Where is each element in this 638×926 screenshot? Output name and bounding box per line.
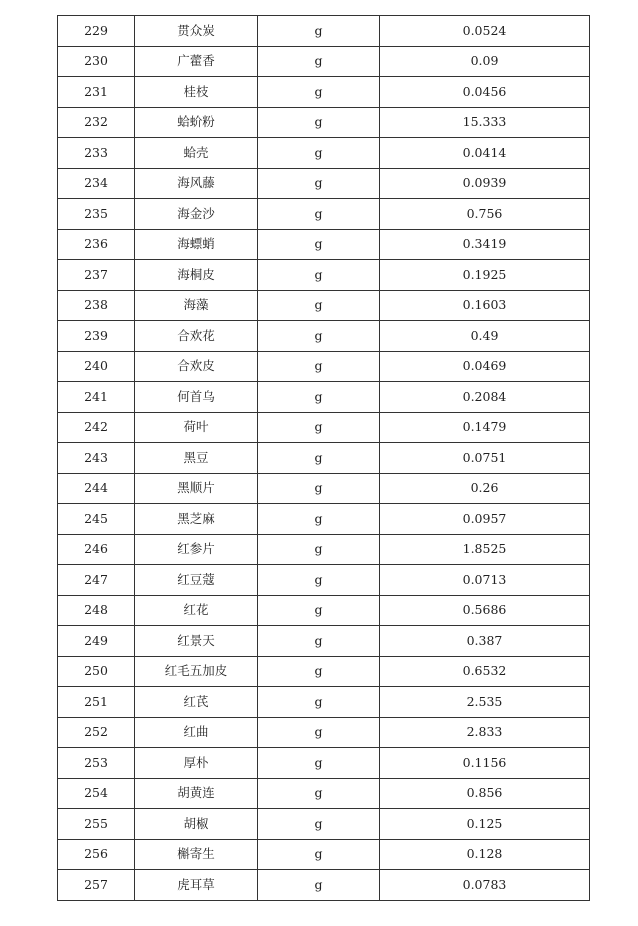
unit-cell: g	[258, 138, 380, 169]
herb-name-cell: 荷叶	[135, 412, 258, 443]
herb-name-cell: 红豆蔻	[135, 565, 258, 596]
value-cell: 0.1479	[380, 412, 590, 443]
row-number-cell: 235	[58, 199, 135, 230]
table-row	[58, 199, 590, 230]
row-number-cell: 254	[58, 778, 135, 809]
value-cell: 0.856	[380, 778, 590, 809]
document-page	[57, 15, 589, 901]
herb-name-cell: 蛤蚧粉	[135, 107, 258, 138]
row-number-cell: 233	[58, 138, 135, 169]
table-row	[58, 77, 590, 108]
herb-name-cell: 黑芝麻	[135, 504, 258, 535]
unit-cell: g	[258, 534, 380, 565]
table-row	[58, 321, 590, 352]
herb-name-cell: 红毛五加皮	[135, 656, 258, 687]
unit-cell: g	[258, 473, 380, 504]
table-row	[58, 412, 590, 443]
value-cell: 0.3419	[380, 229, 590, 260]
row-number-cell: 256	[58, 839, 135, 870]
row-number-cell: 243	[58, 443, 135, 474]
value-cell: 1.8525	[380, 534, 590, 565]
unit-cell: g	[258, 16, 380, 47]
table-row	[58, 382, 590, 413]
herb-name-cell: 海金沙	[135, 199, 258, 230]
unit-cell: g	[258, 778, 380, 809]
value-cell: 0.0783	[380, 870, 590, 901]
value-cell: 0.387	[380, 626, 590, 657]
herb-name-cell: 胡椒	[135, 809, 258, 840]
herb-name-cell: 红景天	[135, 626, 258, 657]
value-cell: 0.2084	[380, 382, 590, 413]
value-cell: 0.0469	[380, 351, 590, 382]
row-number-cell: 236	[58, 229, 135, 260]
row-number-cell: 229	[58, 16, 135, 47]
herb-name-cell: 广藿香	[135, 46, 258, 77]
unit-cell: g	[258, 656, 380, 687]
unit-cell: g	[258, 77, 380, 108]
herb-name-cell: 合欢皮	[135, 351, 258, 382]
herb-name-cell: 红参片	[135, 534, 258, 565]
row-number-cell: 232	[58, 107, 135, 138]
table-row	[58, 16, 590, 47]
unit-cell: g	[258, 321, 380, 352]
row-number-cell: 248	[58, 595, 135, 626]
table-row	[58, 229, 590, 260]
table-row	[58, 626, 590, 657]
herb-name-cell: 槲寄生	[135, 839, 258, 870]
unit-cell: g	[258, 595, 380, 626]
value-cell: 0.0524	[380, 16, 590, 47]
value-cell: 0.1603	[380, 290, 590, 321]
herb-name-cell: 贯众炭	[135, 16, 258, 47]
table-body	[58, 16, 590, 901]
herb-name-cell: 红芪	[135, 687, 258, 718]
row-number-cell: 252	[58, 717, 135, 748]
unit-cell: g	[258, 107, 380, 138]
table-row	[58, 351, 590, 382]
table-row	[58, 717, 590, 748]
row-number-cell: 250	[58, 656, 135, 687]
row-number-cell: 245	[58, 504, 135, 535]
value-cell: 0.1156	[380, 748, 590, 779]
table-row	[58, 870, 590, 901]
table-row	[58, 168, 590, 199]
unit-cell: g	[258, 565, 380, 596]
row-number-cell: 241	[58, 382, 135, 413]
value-cell: 0.0957	[380, 504, 590, 535]
unit-cell: g	[258, 351, 380, 382]
herb-name-cell: 黑顺片	[135, 473, 258, 504]
value-cell: 2.535	[380, 687, 590, 718]
table-row	[58, 839, 590, 870]
table-row	[58, 748, 590, 779]
unit-cell: g	[258, 260, 380, 291]
table-row	[58, 595, 590, 626]
herb-name-cell: 海桐皮	[135, 260, 258, 291]
row-number-cell: 231	[58, 77, 135, 108]
table-row	[58, 504, 590, 535]
table-row	[58, 778, 590, 809]
table-row	[58, 565, 590, 596]
unit-cell: g	[258, 687, 380, 718]
unit-cell: g	[258, 839, 380, 870]
herb-name-cell: 合欢花	[135, 321, 258, 352]
row-number-cell: 230	[58, 46, 135, 77]
table-row	[58, 107, 590, 138]
unit-cell: g	[258, 382, 380, 413]
unit-cell: g	[258, 717, 380, 748]
herb-price-table	[57, 15, 590, 901]
herb-name-cell: 黑豆	[135, 443, 258, 474]
row-number-cell: 239	[58, 321, 135, 352]
value-cell: 0.756	[380, 199, 590, 230]
unit-cell: g	[258, 748, 380, 779]
row-number-cell: 253	[58, 748, 135, 779]
row-number-cell: 249	[58, 626, 135, 657]
value-cell: 0.5686	[380, 595, 590, 626]
row-number-cell: 244	[58, 473, 135, 504]
herb-name-cell: 何首乌	[135, 382, 258, 413]
value-cell: 0.6532	[380, 656, 590, 687]
table-row	[58, 138, 590, 169]
herb-name-cell: 海藻	[135, 290, 258, 321]
unit-cell: g	[258, 46, 380, 77]
row-number-cell: 255	[58, 809, 135, 840]
unit-cell: g	[258, 229, 380, 260]
herb-name-cell: 海风藤	[135, 168, 258, 199]
value-cell: 0.0751	[380, 443, 590, 474]
table-row	[58, 687, 590, 718]
row-number-cell: 242	[58, 412, 135, 443]
row-number-cell: 246	[58, 534, 135, 565]
value-cell: 0.1925	[380, 260, 590, 291]
value-cell: 0.0414	[380, 138, 590, 169]
row-number-cell: 237	[58, 260, 135, 291]
value-cell: 0.0713	[380, 565, 590, 596]
unit-cell: g	[258, 626, 380, 657]
table-row	[58, 290, 590, 321]
table-row	[58, 443, 590, 474]
row-number-cell: 234	[58, 168, 135, 199]
row-number-cell: 257	[58, 870, 135, 901]
table-row	[58, 656, 590, 687]
value-cell: 0.49	[380, 321, 590, 352]
row-number-cell: 240	[58, 351, 135, 382]
value-cell: 15.333	[380, 107, 590, 138]
unit-cell: g	[258, 168, 380, 199]
herb-name-cell: 虎耳草	[135, 870, 258, 901]
herb-name-cell: 桂枝	[135, 77, 258, 108]
unit-cell: g	[258, 870, 380, 901]
unit-cell: g	[258, 504, 380, 535]
row-number-cell: 251	[58, 687, 135, 718]
herb-name-cell: 红曲	[135, 717, 258, 748]
unit-cell: g	[258, 443, 380, 474]
table-row	[58, 46, 590, 77]
herb-name-cell: 厚朴	[135, 748, 258, 779]
table-row	[58, 809, 590, 840]
value-cell: 0.0939	[380, 168, 590, 199]
value-cell: 0.128	[380, 839, 590, 870]
row-number-cell: 238	[58, 290, 135, 321]
herb-name-cell: 海螵蛸	[135, 229, 258, 260]
value-cell: 0.0456	[380, 77, 590, 108]
unit-cell: g	[258, 809, 380, 840]
value-cell: 2.833	[380, 717, 590, 748]
unit-cell: g	[258, 290, 380, 321]
value-cell: 0.26	[380, 473, 590, 504]
herb-name-cell: 红花	[135, 595, 258, 626]
herb-name-cell: 胡黄连	[135, 778, 258, 809]
value-cell: 0.09	[380, 46, 590, 77]
row-number-cell: 247	[58, 565, 135, 596]
herb-name-cell: 蛤壳	[135, 138, 258, 169]
table-row	[58, 260, 590, 291]
unit-cell: g	[258, 199, 380, 230]
value-cell: 0.125	[380, 809, 590, 840]
table-row	[58, 473, 590, 504]
unit-cell: g	[258, 412, 380, 443]
table-row	[58, 534, 590, 565]
